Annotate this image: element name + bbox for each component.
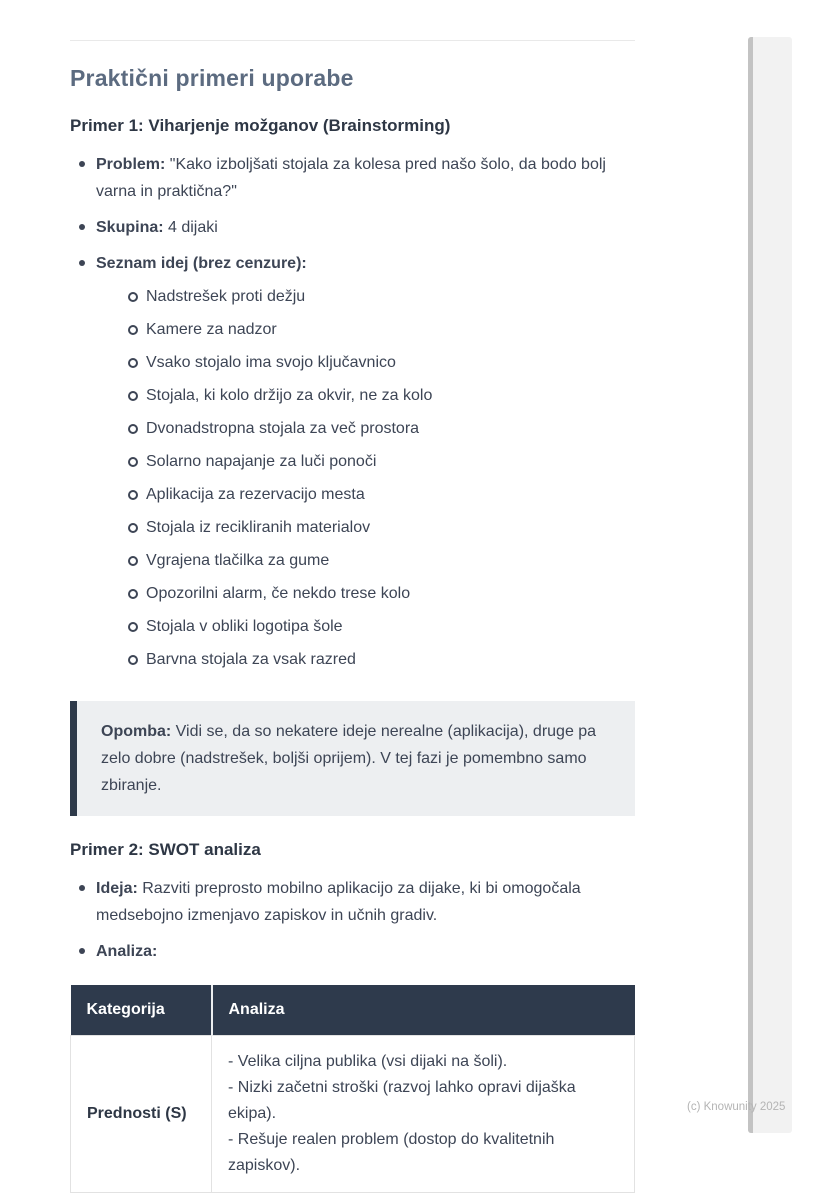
note-label: Opomba: bbox=[101, 723, 172, 740]
idea-item: Kamere za nadzor bbox=[96, 316, 635, 343]
idea-item: Stojala iz recikliranih materialov bbox=[96, 514, 635, 541]
table-header-row bbox=[71, 985, 635, 1036]
list-item-label: Ideja: bbox=[96, 880, 138, 897]
ideas-list bbox=[96, 283, 635, 673]
idea-item: Vgrajena tlačilka za gume bbox=[96, 547, 635, 574]
table-cell-category: Prednosti (S) bbox=[71, 1036, 212, 1193]
note-text: Vidi se, da so nekatere ideje nerealne (aplikacija), druge pa zelo dobre (nadstrešek, boljši oprijem). V tej fazi je pomembno samo zbiranje. bbox=[101, 723, 597, 794]
list-item-label: Analiza: bbox=[96, 943, 158, 960]
idea-item: Vsako stojalo ima svojo ključavnico bbox=[96, 349, 635, 376]
list-item-analiza bbox=[70, 938, 635, 965]
analysis-line: - Nizki začetni stroški (razvoj lahko opravi dijaška ekipa). bbox=[228, 1079, 576, 1122]
document-content bbox=[70, 0, 635, 1193]
list-item-text: "Kako izboljšati stojala za kolesa pred našo šolo, da bodo bolj varna in praktična?" bbox=[96, 156, 606, 200]
idea-item: Barvna stojala za vsak razred bbox=[96, 646, 635, 673]
list-item-problem bbox=[70, 151, 635, 205]
page-title: Praktični primeri uporabe bbox=[70, 65, 354, 91]
list-item-text: Razviti preprosto mobilno aplikacijo za dijake, ki bi omogočala medsebojno izmenjavo zapiskov in učnih gradiv. bbox=[96, 880, 581, 924]
analysis-line: - Velika ciljna publika (vsi dijaki na šoli). bbox=[228, 1053, 508, 1070]
swot-table bbox=[70, 985, 635, 1193]
list-item-label: Seznam idej (brez cenzure): bbox=[96, 255, 307, 272]
table-row bbox=[71, 1036, 635, 1193]
list-item-text: 4 dijaki bbox=[163, 219, 218, 236]
idea-item: Nadstrešek proti dežju bbox=[96, 283, 635, 310]
section1-heading: Primer 1: Viharjenje možganov (Brainstorming) bbox=[70, 116, 451, 135]
idea-item: Aplikacija za rezervacijo mesta bbox=[96, 481, 635, 508]
list-item-label: Skupina: bbox=[96, 219, 164, 236]
list-item-skupina bbox=[70, 214, 635, 241]
scrollbar[interactable] bbox=[748, 37, 792, 1133]
analysis-line: - Rešuje realen problem (dostop do kvalitetnih zapiskov). bbox=[228, 1131, 555, 1174]
list-item-label: Problem: bbox=[96, 156, 166, 173]
watermark: (c) Knowunity 2025 bbox=[687, 1101, 786, 1113]
section2-list bbox=[70, 875, 635, 965]
note-box bbox=[70, 701, 635, 816]
top-divider bbox=[70, 40, 635, 41]
section1-list bbox=[70, 151, 635, 673]
table-cell-analysis bbox=[212, 1036, 635, 1193]
idea-item: Dvonadstropna stojala za več prostora bbox=[96, 415, 635, 442]
list-item-seznam bbox=[70, 250, 635, 673]
section2-heading: Primer 2: SWOT analiza bbox=[70, 840, 261, 859]
idea-item: Opozorilni alarm, če nekdo trese kolo bbox=[96, 580, 635, 607]
table-header-kategorija: Kategorija bbox=[71, 985, 212, 1036]
list-item-ideja bbox=[70, 875, 635, 929]
idea-item: Stojala, ki kolo držijo za okvir, ne za kolo bbox=[96, 382, 635, 409]
table-header-analiza: Analiza bbox=[212, 985, 635, 1036]
idea-item: Stojala v obliki logotipa šole bbox=[96, 613, 635, 640]
idea-item: Solarno napajanje za luči ponoči bbox=[96, 448, 635, 475]
